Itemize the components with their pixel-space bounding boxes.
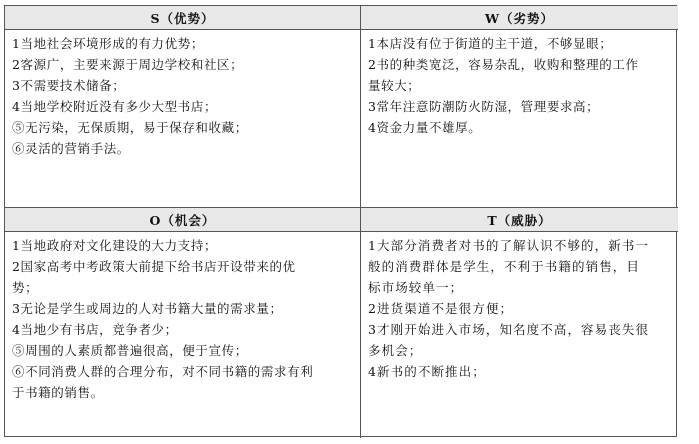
list-item: ⑤无污染，无保质期，易于保存和收藏； [12, 120, 248, 135]
list-item: 4当地学校附近没有多少大型书店； [12, 99, 218, 114]
list-item: 2书的种类宽泛，容易杂乱，收购和整理的工作 [368, 57, 639, 72]
list-item: 4当地少有书店，竞争者少； [12, 322, 178, 337]
threats-list [361, 232, 678, 438]
list-item: 1当地社会环境形成的有力优势； [12, 36, 204, 51]
swot-table [4, 5, 677, 437]
strengths-header: S（优势） [5, 6, 361, 30]
list-item: 4新书的不断推出； [368, 364, 486, 379]
list-item: 2客源广，主要来源于周边学校和社区； [12, 57, 244, 72]
threats-header: T（威胁） [361, 208, 678, 232]
list-item: 2进货渠道不是很方便； [368, 301, 514, 316]
list-item: 般的消费群体是学生，不利于书籍的销售，目 [368, 259, 641, 274]
strengths-list [5, 30, 361, 208]
weaknesses-header: W（劣势） [361, 6, 678, 30]
weaknesses-list [361, 30, 678, 208]
list-item: 2国家高考中考政策大前提下给书店开设带来的优 [12, 259, 296, 274]
list-item: ⑤周围的人素质都普遍很高，便于宣传； [12, 343, 248, 358]
list-item: ⑥不同消费人群的合理分布，对不同书籍的需求有利 [12, 364, 314, 379]
list-item: 势； [12, 280, 39, 295]
list-item: 量较大； [368, 78, 421, 93]
list-item: 3不需要技术储备； [12, 78, 126, 93]
list-item: ⑥灵活的营销手法。 [12, 141, 130, 156]
list-item: 3无论是学生或周边的人对书籍大量的需求量； [12, 301, 283, 316]
list-item: 于书籍的销售。 [12, 385, 104, 400]
list-item: 3才刚开始进入市场，知名度不高，容易丧失很 [368, 322, 650, 337]
list-item: 1本店没有位于街道的主干道，不够显眼； [368, 36, 613, 51]
opportunities-header: O（机会） [5, 208, 361, 232]
list-item: 1当地政府对文化建设的大力支持； [12, 238, 218, 253]
list-item: 多机会； [368, 343, 423, 358]
list-item: 标市场较单一； [368, 280, 464, 295]
list-item: 1大部分消费者对书的了解认识不够的，新书一 [368, 238, 650, 253]
list-item: 3常年注意防潮防火防湿，管理要求高； [368, 99, 600, 114]
list-item: 4资金力量不雄厚。 [368, 120, 482, 135]
opportunities-list [5, 232, 361, 438]
